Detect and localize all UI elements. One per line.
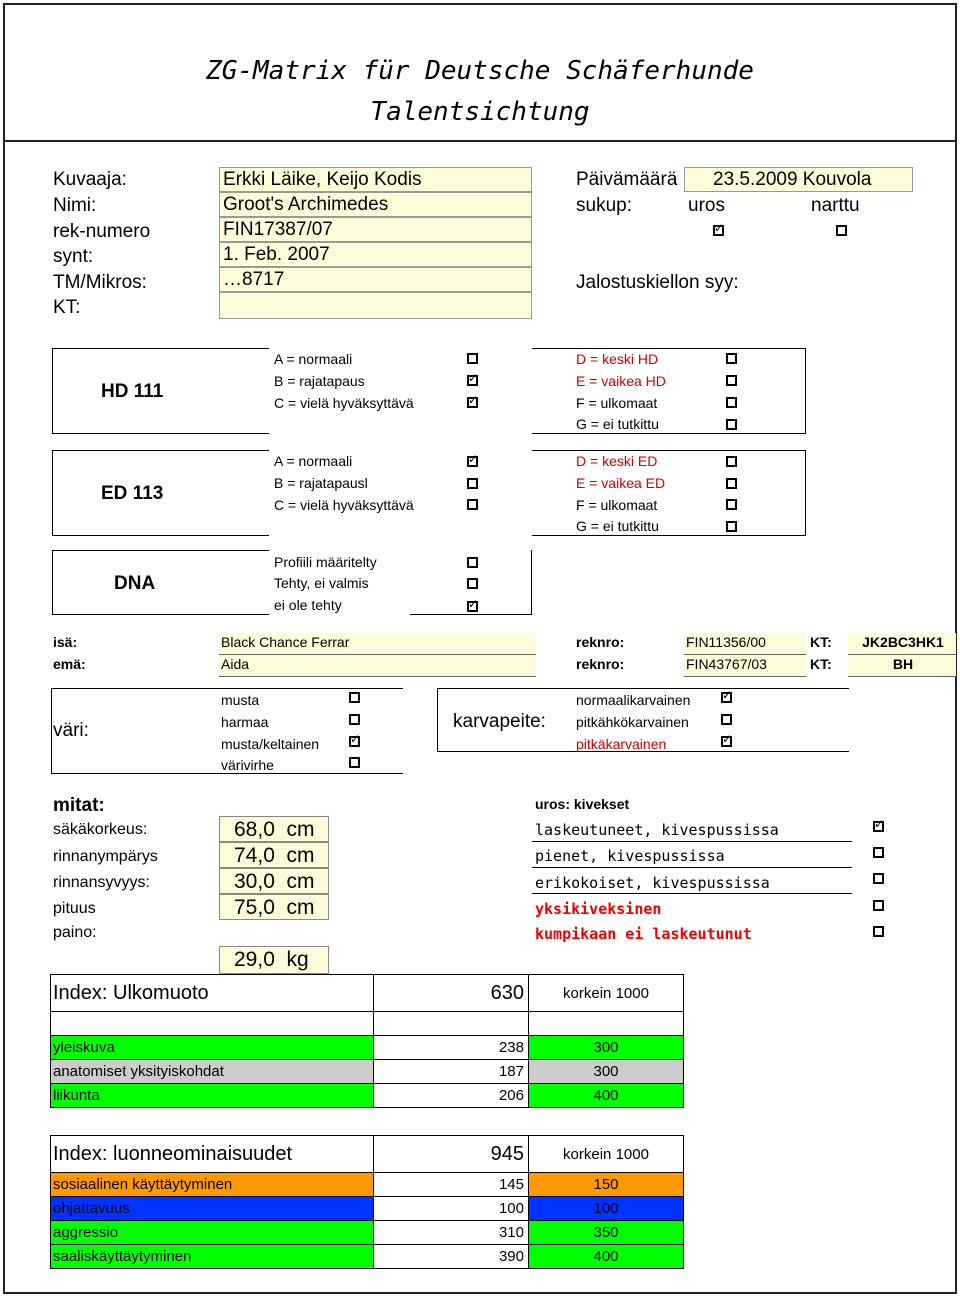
isa-reknro-field[interactable]: FIN11356/00 bbox=[684, 633, 806, 655]
index2-row-value: 100 bbox=[374, 1197, 529, 1221]
rinnanymparys-field[interactable] bbox=[219, 842, 329, 868]
index1-gap-right bbox=[529, 1012, 684, 1036]
dna-profiili-label: Profiili määritelty bbox=[274, 554, 377, 570]
ema-kt-label: KT: bbox=[810, 656, 832, 672]
index-ulkomuoto-table bbox=[50, 974, 684, 1108]
rinnansyvyys-label: rinnansyvyys: bbox=[53, 874, 150, 891]
rinnanymparys-value: 74,0 bbox=[234, 844, 275, 867]
index1-row-max: 400 bbox=[529, 1084, 684, 1108]
nimi-field[interactable]: Groot's Archimedes bbox=[219, 192, 532, 217]
dna-title: DNA bbox=[114, 573, 156, 594]
isa-label: isä: bbox=[53, 634, 78, 650]
ed-c-checkbox[interactable] bbox=[467, 499, 478, 510]
rinnansyvyys-field[interactable] bbox=[219, 868, 329, 894]
sukup-label: sukup: bbox=[576, 195, 632, 216]
dna-tehty-label: Tehty, ei valmis bbox=[274, 575, 369, 591]
index2-row-max: 350 bbox=[529, 1221, 684, 1245]
ema-label: emä: bbox=[53, 656, 86, 672]
sakakorkeus-unit: cm bbox=[286, 818, 315, 841]
index1-row-liikunta bbox=[51, 1084, 684, 1108]
hd-g-label: G = ei tutkittu bbox=[576, 416, 659, 432]
karva-pitkahko-label: pitkähkökarvainen bbox=[576, 714, 689, 730]
index1-gap-middle bbox=[374, 1012, 529, 1036]
index1-row-value: 206 bbox=[374, 1084, 529, 1108]
index2-row-max: 100 bbox=[529, 1197, 684, 1221]
kivekset-pienet-checkbox[interactable] bbox=[873, 847, 884, 858]
index1-row-label: liikunta bbox=[51, 1084, 374, 1108]
index2-row-label: aggressio bbox=[51, 1221, 374, 1245]
ed-g-checkbox[interactable] bbox=[726, 521, 737, 532]
kivekset-line-2 bbox=[532, 867, 852, 868]
karva-label: karvapeite: bbox=[453, 711, 546, 732]
hd-d-label: D = keski HD bbox=[576, 351, 659, 367]
pituus-unit: cm bbox=[286, 896, 315, 919]
kivekset-laskeutuneet-checkbox[interactable] bbox=[873, 821, 884, 832]
karva-normaali-checkbox[interactable] bbox=[721, 692, 732, 703]
index-luonne-table bbox=[50, 1135, 684, 1269]
ed-a-checkbox[interactable] bbox=[467, 456, 478, 467]
narttu-label: narttu bbox=[811, 195, 860, 216]
rinnanymparys-label: rinnanympärys bbox=[53, 848, 158, 865]
hd-f-label: F = ulkomaat bbox=[576, 395, 658, 411]
hd-e-label: E = vaikea HD bbox=[576, 373, 666, 389]
kivekset-kumpikaan-checkbox[interactable] bbox=[873, 926, 884, 937]
rinnansyvyys-value: 30,0 bbox=[234, 870, 275, 893]
paino-field[interactable] bbox=[219, 946, 329, 974]
synt-label: synt: bbox=[53, 246, 94, 267]
uros-checkbox[interactable] bbox=[713, 225, 724, 236]
mitat-label: mitat: bbox=[53, 795, 105, 816]
sakakorkeus-value: 68,0 bbox=[234, 818, 275, 841]
isa-reknro-label: reknro: bbox=[576, 634, 625, 650]
kt-field[interactable] bbox=[219, 292, 532, 319]
kivekset-yksikiveksinen-label: yksikiveksinen bbox=[535, 900, 662, 918]
kivekset-line-3 bbox=[532, 893, 852, 894]
tm-field[interactable]: …8717 bbox=[219, 267, 532, 292]
kivekset-pienet-label: pienet, kivespussissa bbox=[535, 847, 725, 865]
isa-kt-label: KT: bbox=[810, 634, 832, 650]
karva-pitka-checkbox[interactable] bbox=[721, 736, 732, 747]
vari-label: väri: bbox=[53, 720, 89, 741]
index1-title: Index: Ulkomuoto bbox=[51, 975, 374, 1012]
index1-row-value: 238 bbox=[374, 1036, 529, 1060]
ed-f-checkbox[interactable] bbox=[726, 499, 737, 510]
dna-title-box bbox=[52, 550, 269, 615]
hd-g-checkbox[interactable] bbox=[726, 419, 737, 430]
index1-row-label: yleiskuva bbox=[51, 1036, 374, 1060]
ed-e-checkbox[interactable] bbox=[726, 478, 737, 489]
ed-a-label: A = normaali bbox=[274, 453, 353, 469]
ema-field[interactable]: Aida bbox=[219, 655, 536, 677]
kivekset-label: uros: kivekset bbox=[535, 796, 630, 812]
hd-b-label: B = rajatapaus bbox=[274, 373, 365, 389]
vari-mustakeltainen-checkbox[interactable] bbox=[349, 736, 360, 747]
dna-eiole-label: ei ole tehty bbox=[274, 597, 342, 613]
page-subtitle: Talentsichtung bbox=[370, 97, 590, 127]
kt-label: KT: bbox=[53, 297, 81, 318]
index2-row-saalis bbox=[51, 1245, 684, 1269]
paivamaara-label: Päivämäärä bbox=[576, 169, 678, 190]
hd-a-label: A = normaali bbox=[274, 351, 353, 367]
ed-g-label: G = ei tutkittu bbox=[576, 518, 659, 534]
index1-row-anatomiset bbox=[51, 1060, 684, 1084]
index1-row-label: anatomiset yksityiskohdat bbox=[51, 1060, 374, 1084]
dna-tehty-checkbox[interactable] bbox=[467, 578, 478, 589]
pituus-label: pituus bbox=[53, 900, 96, 917]
index1-row-yleiskuva bbox=[51, 1036, 684, 1060]
kuvaaja-label: Kuvaaja: bbox=[53, 169, 127, 190]
hd-a-checkbox[interactable] bbox=[467, 353, 478, 364]
ed-title: ED 113 bbox=[101, 483, 164, 504]
isa-kt-field[interactable]: JK2BC3HK1 bbox=[848, 633, 956, 655]
vari-musta-checkbox[interactable] bbox=[349, 692, 360, 703]
hd-b-checkbox[interactable] bbox=[467, 375, 478, 386]
ed-c-label: C = vielä hyväksyttävä bbox=[274, 497, 414, 513]
index1-row-value: 187 bbox=[374, 1060, 529, 1084]
karva-normaali-label: normaalikarvainen bbox=[576, 692, 691, 708]
synt-field[interactable]: 1. Feb. 2007 bbox=[219, 242, 532, 267]
ed-f-label: F = ulkomaat bbox=[576, 497, 658, 513]
jalostus-label: Jalostuskiellon syy: bbox=[576, 272, 739, 293]
isa-field[interactable]: Black Chance Ferrar bbox=[219, 633, 536, 655]
reknumero-label: rek-numero bbox=[53, 221, 151, 242]
vari-mustakeltainen-label: musta/keltainen bbox=[221, 736, 320, 752]
index1-row-max: 300 bbox=[529, 1036, 684, 1060]
pituus-field[interactable] bbox=[219, 894, 329, 920]
rinnansyvyys-unit: cm bbox=[286, 870, 315, 893]
kivekset-yksikiveksinen-checkbox[interactable] bbox=[873, 900, 884, 911]
ed-d-checkbox[interactable] bbox=[726, 456, 737, 467]
index1-total: 630 bbox=[374, 975, 529, 1012]
hd-c-label: C = vielä hyväksyttävä bbox=[274, 395, 414, 411]
pituus-value: 75,0 bbox=[234, 896, 275, 919]
vari-varivirhe-checkbox[interactable] bbox=[349, 757, 360, 768]
vari-harmaa-checkbox[interactable] bbox=[349, 714, 360, 725]
kuvaaja-field[interactable]: Erkki Läike, Keijo Kodis bbox=[219, 167, 532, 192]
ed-b-label: B = rajatapausl bbox=[274, 475, 368, 491]
index2-row-sosiaalinen bbox=[51, 1173, 684, 1197]
index2-row-aggressio bbox=[51, 1221, 684, 1245]
index2-total: 945 bbox=[374, 1136, 529, 1173]
index1-row-max: 300 bbox=[529, 1060, 684, 1084]
hd-right-box bbox=[532, 348, 806, 434]
narttu-checkbox[interactable] bbox=[836, 225, 847, 236]
uros-label: uros bbox=[688, 195, 725, 216]
paivamaara-field[interactable]: 23.5.2009 Kouvola bbox=[684, 167, 913, 192]
dna-profiili-checkbox[interactable] bbox=[467, 557, 478, 568]
vari-varivirhe-label: värivirhe bbox=[221, 757, 274, 773]
ed-b-checkbox[interactable] bbox=[467, 478, 478, 489]
ema-kt-field[interactable]: BH bbox=[848, 655, 956, 677]
ed-d-label: D = keski ED bbox=[576, 453, 658, 469]
hd-title: HD 111 bbox=[101, 381, 164, 402]
hd-c-checkbox[interactable] bbox=[467, 397, 478, 408]
index2-row-ohjattavuus bbox=[51, 1197, 684, 1221]
index1-max: korkein 1000 bbox=[529, 975, 684, 1012]
tm-label: TM/Mikros: bbox=[53, 272, 147, 293]
kivekset-kumpikaan-label: kumpikaan ei laskeutunut bbox=[535, 925, 752, 943]
hd-d-checkbox[interactable] bbox=[726, 353, 737, 364]
vari-musta-label: musta bbox=[221, 692, 260, 708]
ed-e-label: E = vaikea ED bbox=[576, 475, 666, 491]
ema-reknro-field[interactable]: FIN43767/03 bbox=[684, 655, 806, 677]
dna-eiole-checkbox[interactable] bbox=[467, 601, 478, 612]
index2-row-label: sosiaalinen käyttäytyminen bbox=[51, 1173, 374, 1197]
kivekset-line-1 bbox=[532, 841, 852, 842]
nimi-label: Nimi: bbox=[53, 195, 97, 216]
karva-pitkahko-checkbox[interactable] bbox=[721, 714, 732, 725]
paino-unit: kg bbox=[286, 948, 309, 971]
karva-pitka-label: pitkäkarvainen bbox=[576, 736, 667, 752]
index2-max: korkein 1000 bbox=[529, 1136, 684, 1173]
ema-reknro-label: reknro: bbox=[576, 656, 625, 672]
index1-gap-left bbox=[51, 1012, 374, 1036]
index2-row-value: 390 bbox=[374, 1245, 529, 1269]
ed-right-box bbox=[532, 450, 806, 536]
reknumero-field[interactable]: FIN17387/07 bbox=[219, 217, 532, 242]
index2-row-max: 150 bbox=[529, 1173, 684, 1197]
rinnanymparys-unit: cm bbox=[286, 844, 315, 867]
index2-row-max: 400 bbox=[529, 1245, 684, 1269]
page-title: ZG-Matrix für Deutsche Schäferhunde bbox=[206, 56, 754, 86]
hd-f-checkbox[interactable] bbox=[726, 397, 737, 408]
index2-row-value: 310 bbox=[374, 1221, 529, 1245]
kivekset-laskeutuneet-label: laskeutuneet, kivespussissa bbox=[535, 821, 779, 839]
sakakorkeus-field[interactable] bbox=[219, 816, 329, 842]
index2-row-label: ohjattavuus bbox=[51, 1197, 374, 1221]
kivekset-erikokoiset-checkbox[interactable] bbox=[873, 873, 884, 884]
index2-title: Index: luonneominaisuudet bbox=[51, 1136, 374, 1173]
paino-label: paino: bbox=[53, 924, 97, 941]
index2-row-label: saaliskäyttäytyminen bbox=[51, 1245, 374, 1269]
index2-row-value: 145 bbox=[374, 1173, 529, 1197]
hd-e-checkbox[interactable] bbox=[726, 375, 737, 386]
kivekset-erikokoiset-label: erikokoiset, kivespussissa bbox=[535, 874, 770, 892]
vari-harmaa-label: harmaa bbox=[221, 714, 269, 730]
sakakorkeus-label: säkäkorkeus: bbox=[53, 821, 148, 838]
paino-value: 29,0 bbox=[234, 948, 275, 971]
